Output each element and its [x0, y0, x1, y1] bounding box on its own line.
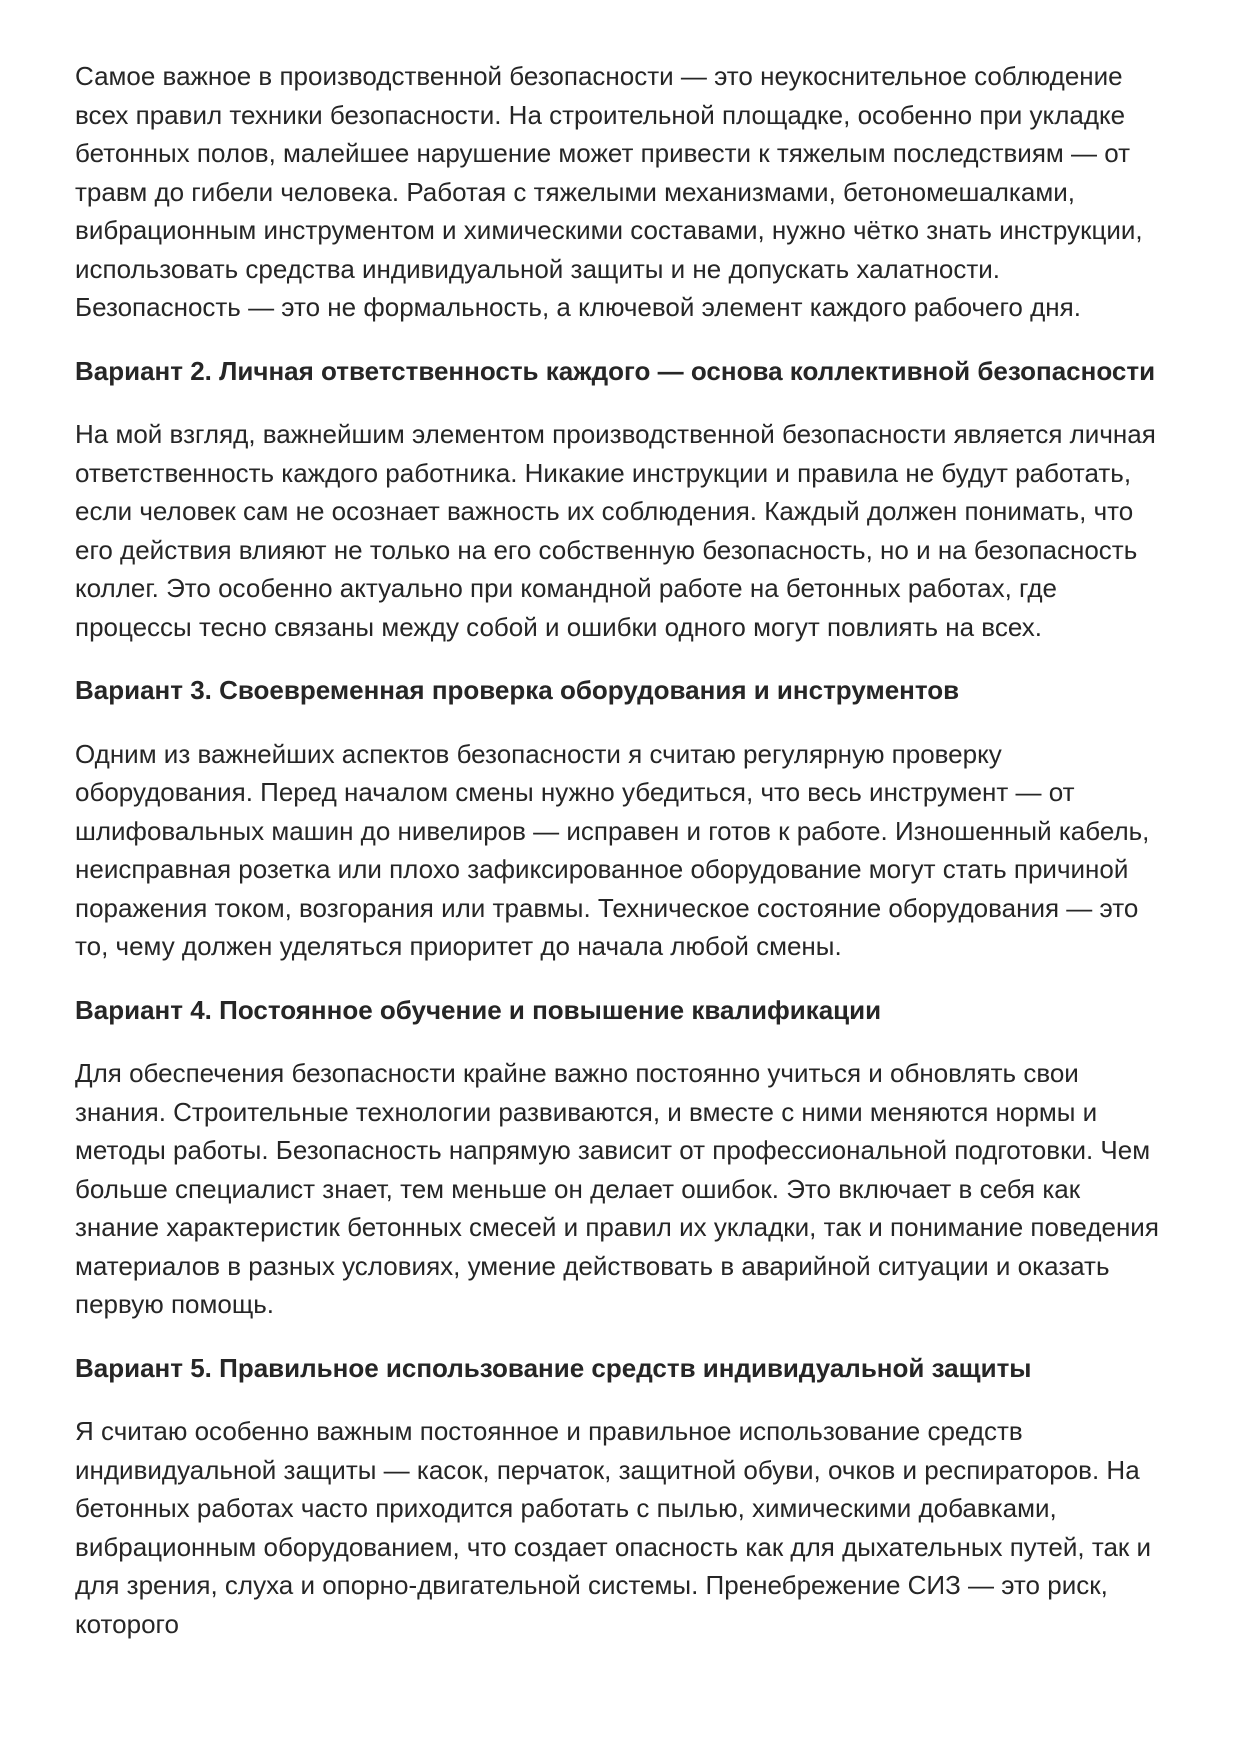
paragraph-variant3-body: Одним из важнейших аспектов безопасности я считаю регулярную проверку оборудования. Перед началом смены нужно убедиться, что весь инструмент — от шлифовальных машин до нивелиров — исправен и готов к работе. Изношенный кабель, неисправная розетка или плохо зафиксированное оборудование могут стать причиной поражения током, возгорания или травмы. Техническое состояние оборудования — это то, чему должен уделяться приоритет до начала любой смены. — [75, 738, 1150, 961]
paragraph-variant1-body: Самое важное в производственной безопасности — это неукоснительное соблюдение всех правил техники безопасности. На строительной площадке, особенно при укладке бетонных полов, малейшее нарушение может привести к тяжелым последствиям — от травм до гибели человека. Работая с тяжелыми механизмами, бетономешалками, вибрационным инструментом и химическими составами, нужно чётко знать инструкции, использовать средства индивидуальной защиты и не допускать халатности. Безопасность — это не формальность, а ключевой элемент каждого рабочего дня. — [75, 61, 1143, 322]
section-heading-variant4: Вариант 4. Постоянное обучение и повышение квалификации — [75, 994, 882, 1025]
paragraph-variant2-body: На мой взгляд, важнейшим элементом производственной безопасности является личная ответственность каждого работника. Никакие инструкции и правила не будут работать, если человек сам не осознает важность их соблюдения. Каждый должен понимать, что его действия влияют не только на его собственную безопасность, но и на безопасность коллег. Это особенно актуально при командной работе на бетонных работах, где процессы тесно связаны между собой и ошибки одного могут повлиять на всех. — [75, 419, 1156, 642]
paragraph-variant5-body: Я считаю особенно важным постоянное и правильное использование средств индивидуальной защиты — касок, перчаток, защитной обуви, очков и респираторов. На бетонных работах часто приходится работать с пылью, химическими добавками, вибрационным оборудованием, что создает опасность как для дыхательных путей, так и для зрения, слуха и опорно-двигательной системы. Пренебрежение СИЗ — это риск, которого — [75, 1416, 1152, 1639]
section-heading-variant5: Вариант 5. Правильное использование средств индивидуальной защиты — [75, 1352, 1032, 1383]
section-heading-variant3: Вариант 3. Своевременная проверка оборудования и инструментов — [75, 675, 960, 705]
paragraph-variant4-body: Для обеспечения безопасности крайне важно постоянно учиться и обновлять свои знания. Строительные технологии развиваются, и вместе с ними меняются нормы и методы работы. Безопасность напрямую зависит от профессиональной подготовки. Чем больше специалист знает, тем меньше он делает ошибок. Это включает в себя как знание характеристик бетонных смесей и правил их укладки, так и понимание поведения материалов в разных условиях, умение действовать в аварийной ситуации и оказать первую помощь. — [75, 1058, 1159, 1319]
section-heading-variant2: Вариант 2. Личная ответственность каждого — основа коллективной безопасности — [75, 355, 1156, 386]
